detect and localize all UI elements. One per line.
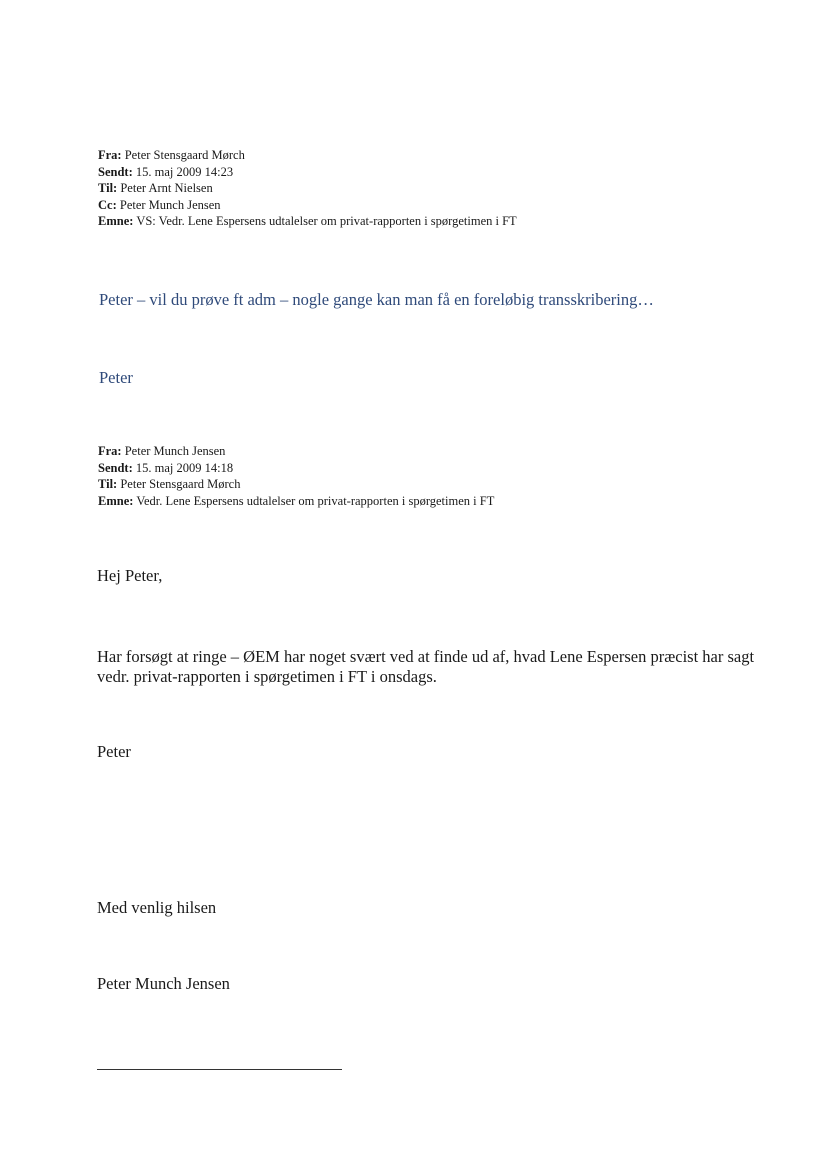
header-subject: Emne: Vedr. Lene Espersens udtalelser om privat-rapporten i spørgetimen i FT (98, 493, 495, 508)
header-from: Fra: Peter Stensgaard Mørch (98, 148, 245, 162)
header-sent-value: 15. maj 2009 14:18 (135, 460, 234, 475)
header-to: Til: Peter Arnt Nielsen (98, 181, 213, 195)
email-header-original (98, 443, 494, 509)
header-cc: Cc: Peter Munch Jensen (98, 197, 221, 212)
reply-signature: Peter (99, 368, 133, 387)
reply-message: Peter – vil du prøve ft adm – nogle gange kan man få en foreløbig transskribering… (99, 290, 654, 309)
header-sent: Sendt: 15. maj 2009 14:18 (98, 460, 234, 475)
body-paragraph: Har forsøgt at ringe – ØEM har noget svært ved at finde ud af, hvad Lene Espersen præcist har sagt vedr. privat-rapporten i spørgetimen i FT i onsdags. (97, 647, 755, 686)
header-subject-value: Vedr. Lene Espersens udtalelser om privat-rapporten i spørgetimen i FT (136, 493, 495, 508)
body-signature: Peter (97, 742, 131, 761)
header-subject-value: VS: Vedr. Lene Espersens udtalelser om privat-rapporten i spørgetimen i FT (136, 214, 517, 228)
closing: Med venlig hilsen (97, 898, 217, 917)
divider-line (97, 1069, 342, 1070)
header-to-value: Peter Arnt Nielsen (120, 181, 213, 195)
email-header-forwarded (98, 147, 517, 230)
header-to-value: Peter Stensgaard Mørch (120, 477, 241, 491)
header-from: Fra: Peter Munch Jensen (98, 444, 226, 458)
header-sent-value: 15. maj 2009 14:23 (135, 164, 234, 179)
header-cc-value: Peter Munch Jensen (119, 197, 221, 212)
header-to: Til: Peter Stensgaard Mørch (98, 477, 241, 491)
greeting: Hej Peter, (97, 566, 163, 585)
header-sent: Sendt: 15. maj 2009 14:23 (98, 164, 234, 179)
header-from-value: Peter Stensgaard Mørch (124, 148, 245, 162)
header-from-value: Peter Munch Jensen (124, 444, 226, 458)
header-subject: Emne: VS: Vedr. Lene Espersens udtalelser om privat-rapporten i spørgetimen i FT (98, 214, 517, 228)
full-name-signature: Peter Munch Jensen (97, 974, 230, 993)
